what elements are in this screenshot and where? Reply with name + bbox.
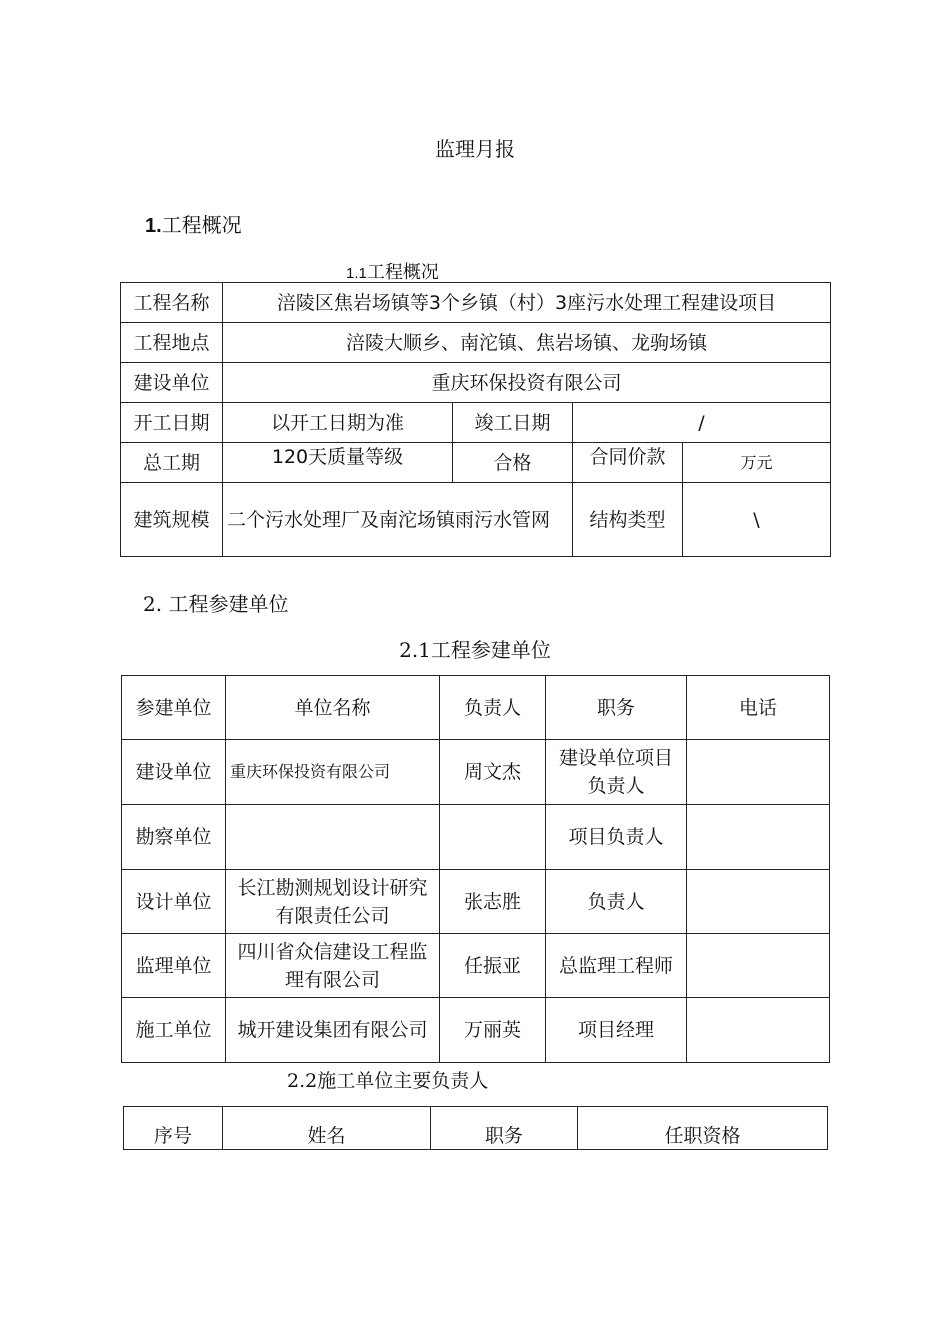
table-row (122, 805, 830, 870)
section-1-number: 1. (145, 215, 162, 237)
company-cell: 重庆环保投资有限公司 (226, 740, 440, 805)
end-date-label: 竣工日期 (453, 403, 573, 443)
phone-cell (687, 934, 830, 998)
table-row (121, 483, 831, 557)
name-label: 工程名称 (121, 283, 223, 323)
section-1-heading (145, 209, 242, 238)
phone-cell (687, 740, 830, 805)
column-header: 职务 (546, 676, 687, 740)
table-row (122, 740, 830, 805)
table-row (122, 870, 830, 934)
location-value: 涪陵大顺乡、南沱镇、焦岩场镇、龙驹场镇 (223, 323, 831, 363)
structure-label: 结构类型 (573, 483, 683, 557)
column-header: 单位名称 (226, 676, 440, 740)
table-row (121, 323, 831, 363)
role-cell: 建设单位 (122, 740, 226, 805)
person-cell: 张志胜 (440, 870, 546, 934)
table-row (121, 443, 831, 483)
duration-label: 总工期 (121, 443, 223, 483)
phone-cell (687, 870, 830, 934)
role-cell: 施工单位 (122, 998, 226, 1063)
table-row (121, 363, 831, 403)
person-cell (440, 805, 546, 870)
phone-cell (687, 805, 830, 870)
table-row (121, 403, 831, 443)
company-cell: 长江勘测规划设计研究有限责任公司 (226, 870, 440, 934)
contract-price-label: 合同价款 (573, 443, 683, 483)
construction-leaders-table (123, 1106, 828, 1150)
owner-label: 建设单位 (121, 363, 223, 403)
phone-cell (687, 998, 830, 1063)
section-2-heading: 2. 工程参建单位 (143, 592, 289, 616)
table-row (122, 934, 830, 998)
name-value: 涪陵区焦岩场镇等3个乡镇（村）3座污水处理工程建设项目 (223, 283, 831, 323)
role-cell: 监理单位 (122, 934, 226, 998)
column-header: 职务 (431, 1107, 578, 1150)
scale-value: 二个污水处理厂及南沱场镇雨污水管网 (223, 483, 573, 557)
start-date-value: 以开工日期为准 (223, 403, 453, 443)
end-date-value: / (573, 403, 831, 443)
column-header: 参建单位 (122, 676, 226, 740)
scale-label: 建筑规模 (121, 483, 223, 557)
table-row (122, 998, 830, 1063)
company-cell: 城开建设集团有限公司 (226, 998, 440, 1063)
person-cell: 万丽英 (440, 998, 546, 1063)
company-cell (226, 805, 440, 870)
column-header: 序号 (124, 1107, 223, 1150)
company-cell: 四川省众信建设工程监理有限公司 (226, 934, 440, 998)
person-cell: 周文杰 (440, 740, 546, 805)
contract-price-value: 万元 (683, 443, 831, 483)
section-1-text: 工程概况 (161, 213, 242, 237)
column-header: 负责人 (440, 676, 546, 740)
participants-table (121, 675, 830, 1063)
title-cell: 建设单位项目负责人 (546, 740, 687, 805)
role-cell: 勘察单位 (122, 805, 226, 870)
title-cell: 总监理工程师 (546, 934, 687, 998)
table-1-caption (346, 258, 439, 284)
table-1-caption-text: 工程概况 (366, 262, 439, 283)
table-3-caption: 2.2施工单位主要负责人 (287, 1070, 489, 1092)
column-header: 任职资格 (578, 1107, 828, 1150)
table-header-row (122, 676, 830, 740)
start-date-label: 开工日期 (121, 403, 223, 443)
table-1-caption-number: 1.1 (346, 265, 367, 282)
column-header: 电话 (687, 676, 830, 740)
duration-value: 120天质量等级 (223, 443, 453, 483)
owner-value: 重庆环保投资有限公司 (223, 363, 831, 403)
title-cell: 项目经理 (546, 998, 687, 1063)
quality-value: 合格 (453, 443, 573, 483)
column-header: 姓名 (223, 1107, 431, 1150)
person-cell: 任振亚 (440, 934, 546, 998)
document-title: 监理月报 (435, 137, 515, 161)
project-overview-table (120, 282, 831, 557)
structure-value: \ (683, 483, 831, 557)
table-row (121, 283, 831, 323)
title-cell: 负责人 (546, 870, 687, 934)
table-header-row (124, 1107, 828, 1150)
role-cell: 设计单位 (122, 870, 226, 934)
location-label: 工程地点 (121, 323, 223, 363)
table-2-caption: 2.1工程参建单位 (399, 638, 551, 662)
title-cell: 项目负责人 (546, 805, 687, 870)
